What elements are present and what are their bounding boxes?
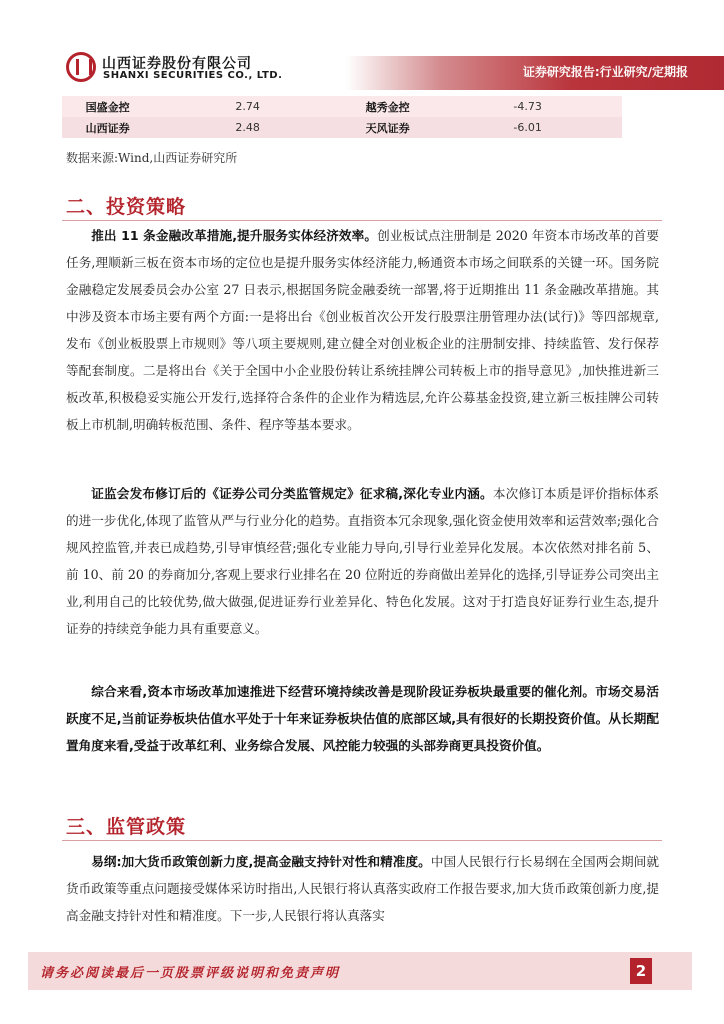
paragraph-body: 本次修订本质是评价指标体系的进一步优化,体现了监管从严与行业分化的趋势。直指资本冗余现象,强化资金使用效率和运营效率;强化合规风控监管,并表已成趋势,引导审慎经营;强化专业能力导向,引导行业差异化发展。本次依然对排名前 5、前 10、前 20 的券商加分,客观上要求行业排名在 20 位附近的券商做出差异化的选择,引导证券公司突出主业,利用自己的比较优势,做大做强,促进证券行业差异化、特色化发展。这对于打造良好证券行业生态,提升证券的持续竞争能力具有重要意义。 bbox=[66, 486, 659, 636]
stock-value: -4.73 bbox=[433, 96, 622, 117]
section-title-investment-strategy: 二、投资策略 bbox=[66, 196, 187, 218]
stock-name: 越秀金控 bbox=[342, 96, 433, 117]
paragraph-csrc-regulation bbox=[66, 480, 659, 642]
section-divider bbox=[62, 220, 662, 221]
paragraph-lead: 证监会发布修订后的《证券公司分类监管规定》征求稿,深化专业内涵。 bbox=[91, 486, 493, 501]
stock-name: 山西证券 bbox=[62, 117, 153, 138]
paragraph-lead: 易纲:加大货币政策创新力度,提高金融支持针对性和精准度。 bbox=[91, 854, 431, 869]
stock-name: 天风证券 bbox=[342, 117, 433, 138]
stock-change-table bbox=[62, 96, 622, 138]
table-row bbox=[62, 96, 622, 117]
stock-name: 国盛金控 bbox=[62, 96, 153, 117]
page-number: 2 bbox=[630, 958, 652, 984]
paragraph-body: 中国人民银行行长易纲在全国两会期间就货币政策等重点问题接受媒体采访时指出,人民银行将认真落实政府工作报告要求,加大货币政策创新力度,提高金融支持针对性和精准度。下一步,人民银行将认真落实 bbox=[66, 854, 660, 923]
paragraph-conclusion: 综合来看,资本市场改革加速推进下经营环境持续改善是现阶段证券板块最重要的催化剂。市场交易活跃度不足,当前证券板块估值水平处于十年来证券板块估值的底部区域,具有很好的长期投资价值。从长期配置角度来看,受益于改革红利、业务综合发展、风控能力较强的头部券商更具投资价值。 bbox=[66, 684, 659, 753]
data-source-note: 数据来源:Wind,山西证券研究所 bbox=[66, 151, 238, 165]
company-logo-icon bbox=[66, 52, 96, 82]
page-header bbox=[0, 0, 724, 90]
section-divider bbox=[62, 840, 662, 841]
disclaimer-notice: 请务必阅读最后一页股票评级说明和免责声明 bbox=[40, 966, 341, 981]
table-row bbox=[62, 117, 622, 138]
stock-value: -6.01 bbox=[433, 117, 622, 138]
report-type: 证券研究报告:行业研究/定期报 bbox=[522, 65, 688, 79]
paragraph-body: 创业板试点注册制是 2020 年资本市场改革的首要任务,理顺新三板在资本市场的定位也是提升服务实体经济能力,畅通资本市场之间联系的关键一环。国务院金融稳定发展委员会办公室 27 日表示,根据国务院金融委统一部署,将于近期推出 11 条金融改革措施。其中涉及资本市场主要有两个方面:一是将出台《创业板首次公开发行股票注册管理办法(试行)》等四部规章,发布《创业板股票上市规则》等八项主要规则,建立健全对创业板企业的注册制安排、持续监管、发行保荐等配套制度。二是将出台《关于全国中小企业股份转让系统挂牌公司转板上市的指导意见》,加快推进新三板改革,积极稳妥实施公开发行,选择符合条件的企业作为精选层,允许公募基金投资,建立新三板挂牌公司转板上市机制,明确转板范围、条件、程序等基本要求。 bbox=[66, 228, 659, 432]
stock-value: 2.74 bbox=[153, 96, 342, 117]
section-title-regulatory-policy: 三、监管政策 bbox=[66, 816, 187, 838]
paragraph-reform-measures bbox=[66, 222, 659, 438]
paragraph-monetary-policy bbox=[66, 848, 659, 929]
stock-value: 2.48 bbox=[153, 117, 342, 138]
company-name-en: SHANXI SECURITIES CO., LTD. bbox=[103, 70, 283, 81]
paragraph-lead: 推出 11 条金融改革措施,提升服务实体经济效率。 bbox=[91, 228, 378, 243]
page-footer bbox=[28, 952, 692, 990]
company-name-cn: 山西证券股份有限公司 bbox=[102, 56, 252, 72]
